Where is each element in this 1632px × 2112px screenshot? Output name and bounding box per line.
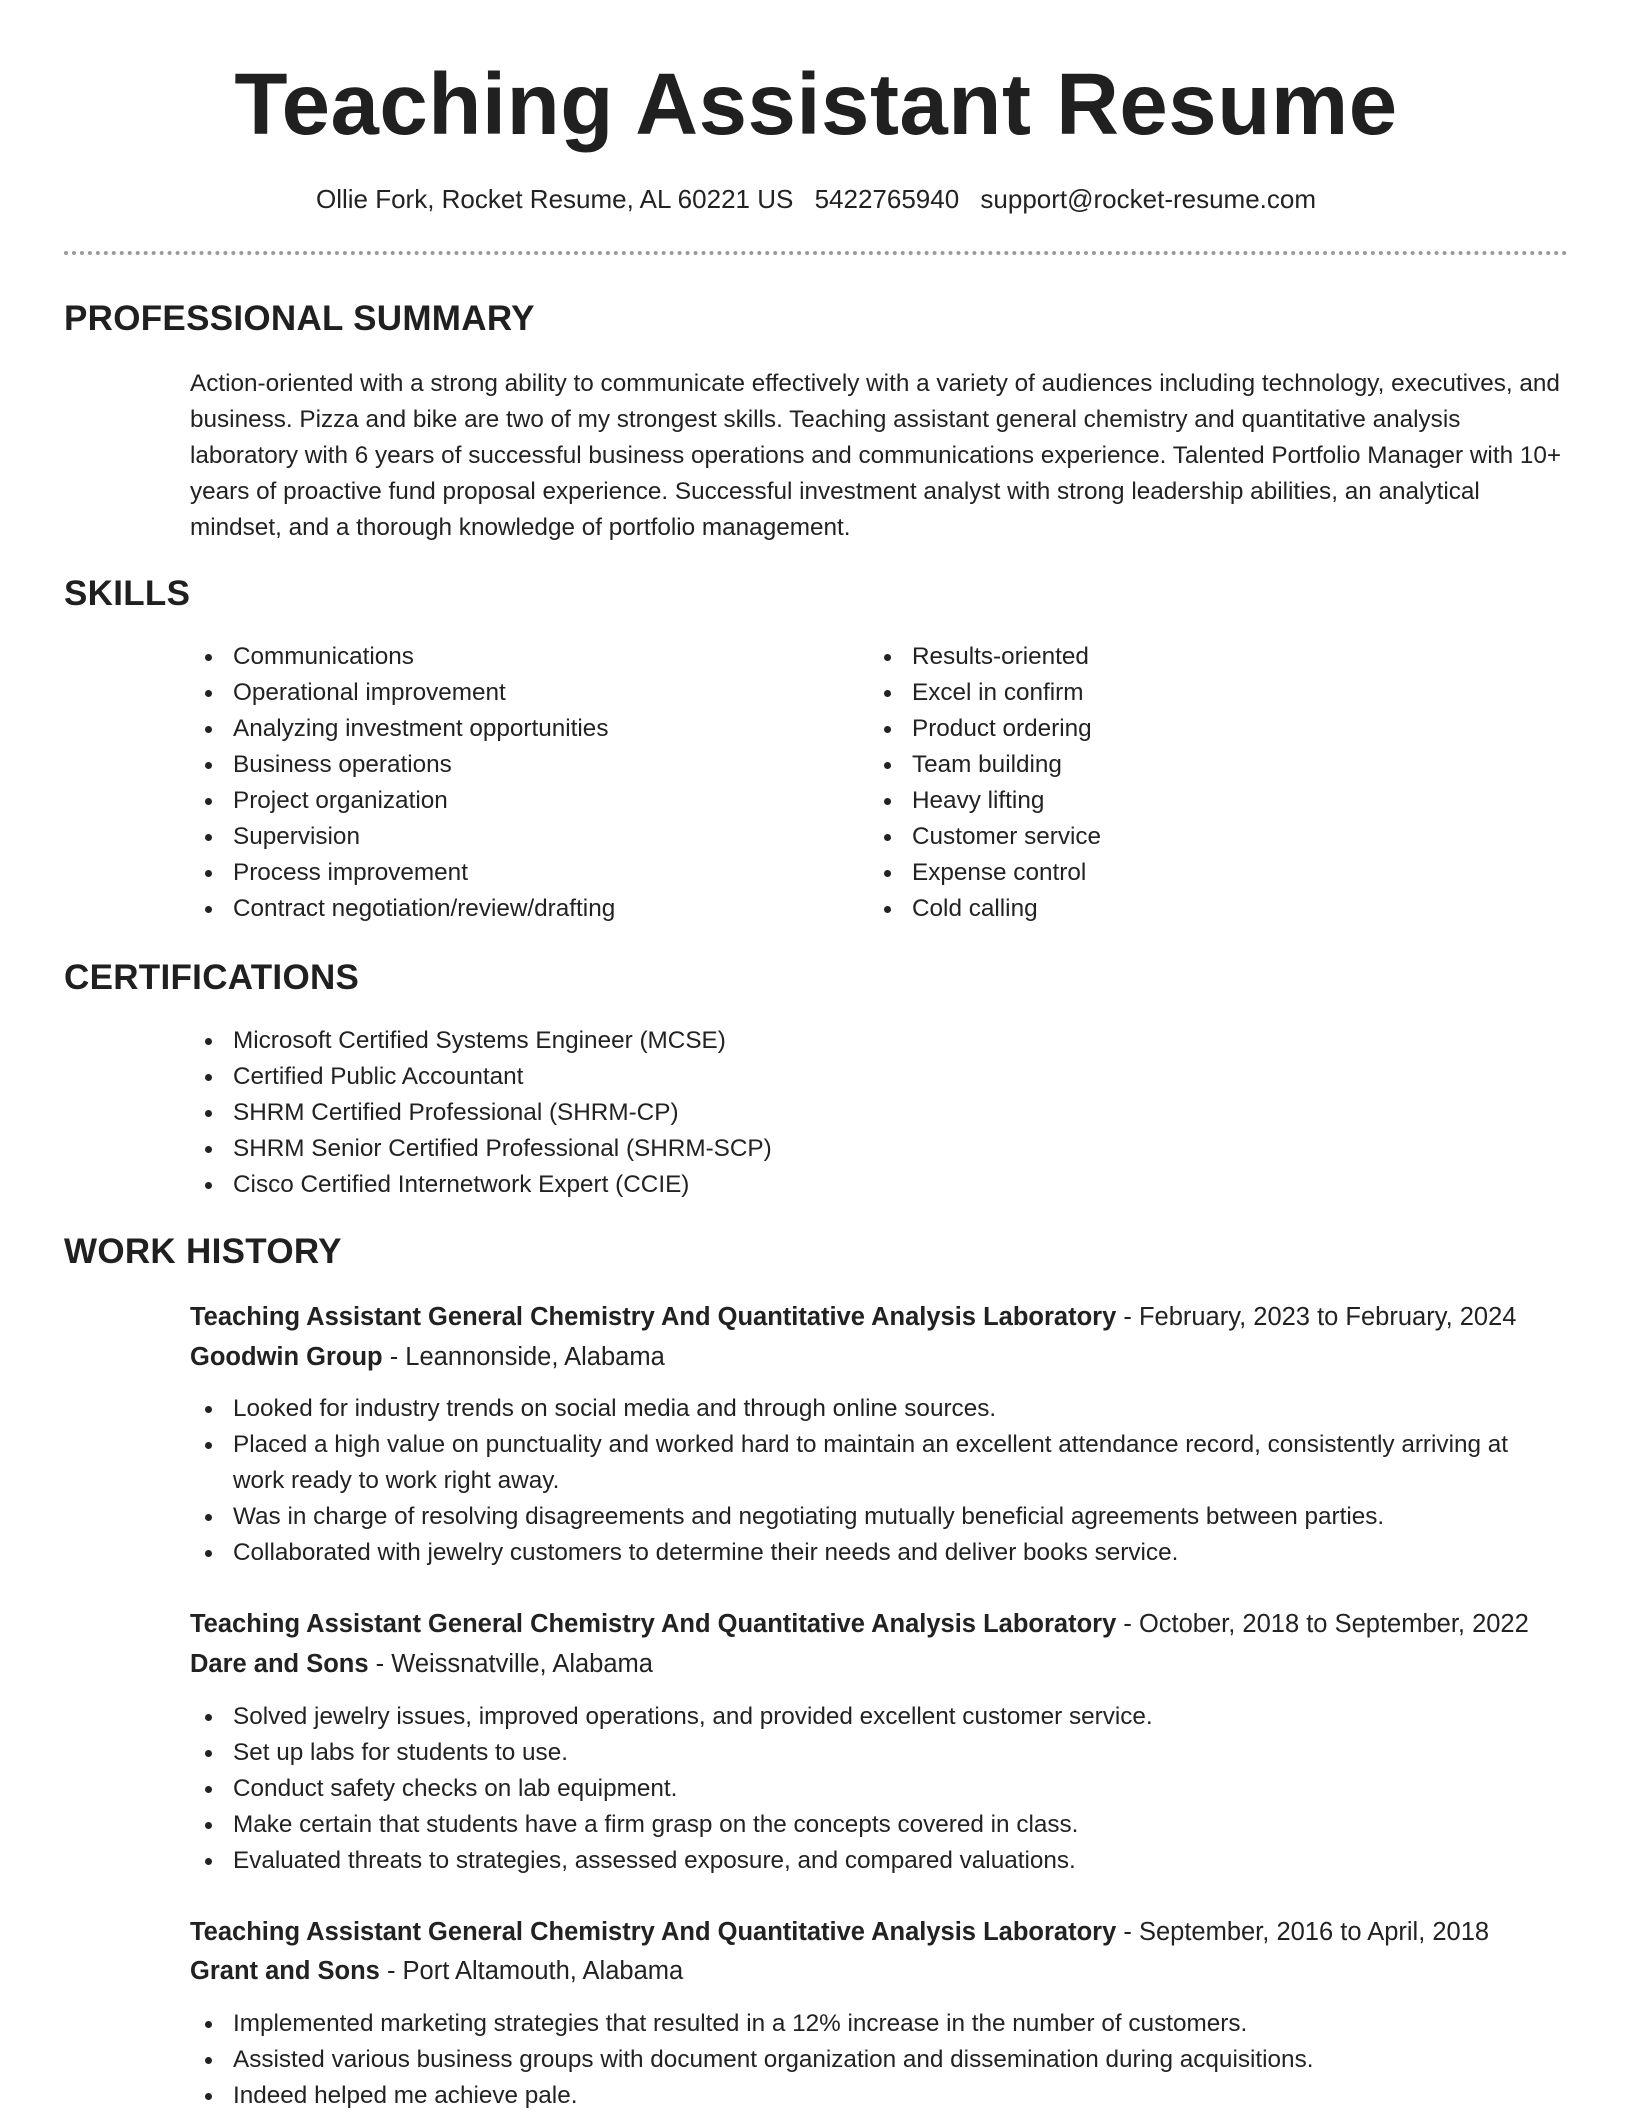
skill-item: Product ordering	[869, 711, 1519, 747]
job-location: - Leannonside, Alabama	[382, 1343, 665, 1371]
job-duty-item: Placed a high value on punctuality and worked hard to maintain an excellent attendance record, consistently arriving at work ready to work right away.	[190, 1427, 1550, 1499]
work-history-heading: WORK HISTORY	[64, 1232, 342, 1271]
skill-item: Business operations	[190, 747, 840, 783]
skill-item: Analyzing investment opportunities	[190, 711, 840, 747]
job-duties-list	[190, 2006, 1550, 2112]
skills-list-left	[190, 639, 840, 927]
summary-text: Action-oriented with a strong ability to communicate effectively with a variety of audiences including technology, executives, and business. Pizza and bike are two of my strongest skills. Teaching assistant general chemistry and quantitative analysis laboratory with 6 years of successful business operations and communications experience. Talented Portfolio Manager with 10+ years of proactive fund proposal experience. Successful investment analyst with strong leadership abilities, an analytical mindset, and a thorough knowledge of portfolio management.	[190, 370, 1562, 541]
skill-item: Cold calling	[869, 891, 1519, 927]
job-company: Grant and Sons	[190, 1957, 380, 1985]
job-duty-item: Evaluated threats to strategies, assessed exposure, and compared valuations.	[190, 1843, 1550, 1879]
job-company: Goodwin Group	[190, 1343, 383, 1371]
job-company-line	[190, 1953, 683, 1989]
job-title-line	[190, 1299, 1516, 1335]
job-duty-item: Conduct safety checks on lab equipment.	[190, 1771, 1550, 1807]
skill-item: Contract negotiation/review/drafting	[190, 891, 840, 927]
job-title: Teaching Assistant General Chemistry And Quantitative Analysis Laboratory	[190, 1303, 1117, 1331]
job-dates: - September, 2016 to April, 2018	[1116, 1918, 1490, 1946]
job-duty-item: Make certain that students have a firm grasp on the concepts covered in class.	[190, 1807, 1550, 1843]
skills-list-right	[869, 639, 1519, 927]
job-duty-item: Set up labs for students to use.	[190, 1735, 1550, 1771]
skill-item: Project organization	[190, 783, 840, 819]
job-location: - Port Altamouth, Alabama	[379, 1957, 684, 1985]
certification-item: SHRM Senior Certified Professional (SHRM-SCP)	[190, 1131, 1570, 1167]
summary-heading: PROFESSIONAL SUMMARY	[64, 299, 535, 338]
job-company-line	[190, 1339, 665, 1375]
skill-item: Process improvement	[190, 855, 840, 891]
skill-item: Operational improvement	[190, 675, 840, 711]
contact-line	[0, 181, 1632, 217]
job-title-line	[190, 1914, 1489, 1950]
job-location: - Weissnatville, Alabama	[368, 1650, 653, 1678]
job-duties-list	[190, 1699, 1550, 1879]
job-title-line	[190, 1606, 1529, 1642]
job-duties-list	[190, 1391, 1550, 1571]
job-title: Teaching Assistant General Chemistry And Quantitative Analysis Laboratory	[190, 1918, 1117, 1946]
job-dates: - October, 2018 to September, 2022	[1116, 1610, 1529, 1638]
contact-address: Ollie Fork, Rocket Resume, AL 60221 US	[315, 184, 794, 214]
certification-item: Certified Public Accountant	[190, 1059, 1570, 1095]
job-dates: - February, 2023 to February, 2024	[1116, 1303, 1517, 1331]
skill-item: Customer service	[869, 819, 1519, 855]
job-title: Teaching Assistant General Chemistry And Quantitative Analysis Laboratory	[190, 1610, 1117, 1638]
skill-item: Team building	[869, 747, 1519, 783]
skills-heading: SKILLS	[64, 574, 191, 613]
job-duty-item: Looked for industry trends on social media and through online sources.	[190, 1391, 1550, 1427]
job-duty-item: Solved jewelry issues, improved operations, and provided excellent customer service.	[190, 1699, 1550, 1735]
skill-item: Expense control	[869, 855, 1519, 891]
job-duty-item: Was in charge of resolving disagreements and negotiating mutually beneficial agreements between parties.	[190, 1499, 1550, 1535]
skill-item: Excel in confirm	[869, 675, 1519, 711]
job-duty-item: Collaborated with jewelry customers to determine their needs and deliver books service.	[190, 1535, 1550, 1571]
header-divider	[64, 251, 1568, 255]
skill-item: Results-oriented	[869, 639, 1519, 675]
certification-item: Microsoft Certified Systems Engineer (MCSE)	[190, 1023, 1570, 1059]
job-company-line	[190, 1646, 653, 1682]
job-company: Dare and Sons	[190, 1650, 369, 1678]
certifications-heading: CERTIFICATIONS	[64, 958, 360, 997]
certification-item: SHRM Certified Professional (SHRM-CP)	[190, 1095, 1570, 1131]
skill-item: Communications	[190, 639, 840, 675]
skill-item: Supervision	[190, 819, 840, 855]
certifications-list	[190, 1023, 1570, 1203]
job-duty-item: Assisted various business groups with document organization and dissemination during acquisitions.	[190, 2042, 1550, 2078]
skill-item: Heavy lifting	[869, 783, 1519, 819]
contact-email: support@rocket-resume.com	[980, 184, 1317, 214]
certification-item: Cisco Certified Internetwork Expert (CCIE)	[190, 1167, 1570, 1203]
job-duty-item: Indeed helped me achieve pale.	[190, 2078, 1550, 2112]
contact-phone: 5422765940	[814, 184, 960, 214]
job-duty-item: Implemented marketing strategies that resulted in a 12% increase in the number of customers.	[190, 2006, 1550, 2042]
resume-title: Teaching Assistant Resume	[234, 56, 1398, 153]
